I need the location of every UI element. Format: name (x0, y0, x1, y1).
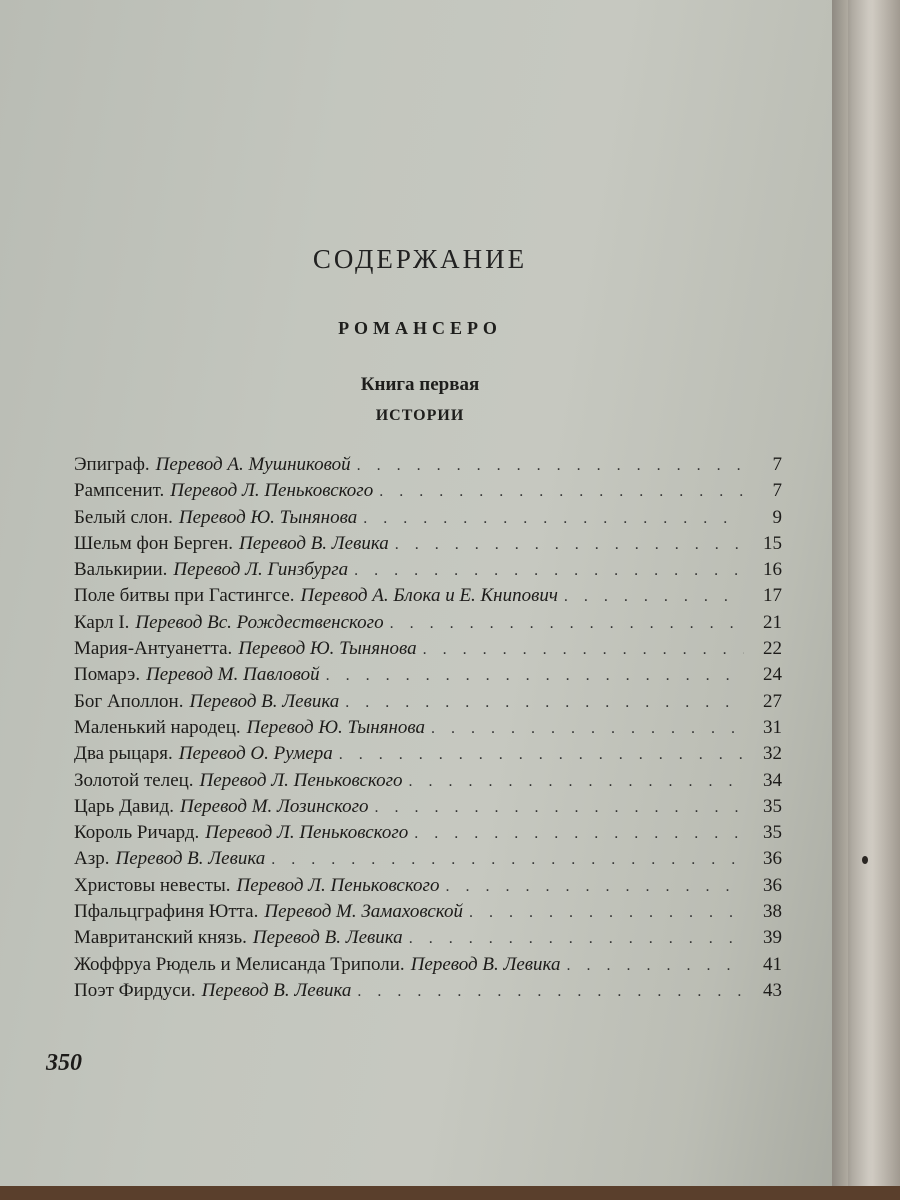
toc-entry-translator: Перевод Л. Гинзбурга (173, 559, 349, 581)
toc-entry-translator: Перевод О. Румера (178, 743, 333, 765)
toc-entry-title: Шельм фон Берген. (74, 532, 233, 554)
toc-entry-title: Царь Давид. (74, 795, 175, 817)
toc-entry-title: Азр. (74, 848, 110, 870)
toc-entry-page: 15 (763, 532, 782, 554)
toc-entry-page: 36 (763, 874, 782, 896)
toc-entry-page: 34 (763, 769, 782, 791)
toc-entry-title: Мавританский князь. (74, 927, 247, 949)
toc-entry-translator: Перевод М. Замаховской (264, 901, 463, 923)
toc-entry-translator: Перевод В. Левика (201, 979, 352, 1001)
page-edge-shade (848, 0, 900, 1200)
leader-dots (379, 483, 744, 501)
leader-dots (339, 746, 744, 764)
toc-entry-title: Белый слон. (74, 506, 173, 528)
toc-entry-page: 7 (772, 480, 782, 502)
toc-entry-title: Два рыцаря. (74, 743, 173, 765)
toc-entry-page: 22 (763, 638, 782, 660)
toc-entry-translator: Перевод Вс. Рождественского (135, 611, 384, 633)
toc-entry-page: 41 (763, 953, 782, 975)
toc-entry-page: 31 (763, 716, 782, 738)
toc-entry-translator: Перевод Л. Пеньковского (205, 822, 409, 844)
toc-entry (74, 901, 782, 927)
leader-dots (564, 588, 744, 606)
toc-entry-translator: Перевод Л. Пеньковского (170, 480, 374, 502)
toc-entry-page: 9 (772, 506, 782, 528)
leader-dots (326, 667, 744, 685)
toc-entry (74, 954, 782, 980)
toc-entry (74, 743, 782, 769)
toc-entry-title: Маленький народец. (74, 716, 241, 738)
leader-dots (409, 930, 744, 948)
toc-entry-page: 43 (763, 979, 782, 1001)
toc-entry (74, 533, 782, 559)
leader-dots (363, 510, 744, 528)
toc-entry-title: Пфальцграфиня Ютта. (74, 901, 259, 923)
toc-entry-page: 38 (763, 901, 782, 923)
toc-entry-title: Мария-Антуанетта. (74, 638, 233, 660)
toc-entry (74, 691, 782, 717)
leader-dots (409, 773, 744, 791)
toc-entry (74, 927, 782, 953)
toc-entry-page: 36 (763, 848, 782, 870)
toc-entry (74, 454, 782, 480)
toc-entry-page: 7 (772, 454, 782, 475)
toc-entry-title: Рампсенит. (74, 480, 165, 502)
section-heading: РОМАНСЕРО (338, 318, 502, 338)
toc-entry (74, 770, 782, 796)
toc-entry (74, 638, 782, 664)
toc-entry-title: Помарэ. (74, 664, 141, 686)
leader-dots (375, 799, 744, 817)
book-heading: Книга первая (360, 374, 480, 395)
toc-entry-title: Валькирии. (74, 559, 168, 581)
toc-entry (74, 664, 782, 690)
toc-entry-translator: Перевод А. Блока и Е. Книпович (300, 585, 558, 607)
toc-entry-translator: Перевод В. Левика (252, 927, 403, 949)
toc-entry (74, 980, 782, 1006)
toc-entry-title: Эпиграф. (74, 454, 150, 475)
page-title: СОДЕРЖАНИЕ (312, 244, 528, 274)
toc-entry-page: 24 (763, 664, 782, 686)
toc-entry-page: 39 (763, 927, 782, 949)
part-heading: ИСТОРИИ (375, 407, 465, 424)
toc-entry-page: 35 (763, 795, 782, 817)
leader-dots (445, 878, 744, 896)
toc-entry-translator: Перевод Ю. Тынянова (178, 506, 358, 528)
toc-entry (74, 480, 782, 506)
toc-entry-title: Поле битвы при Гастингсе. (74, 585, 295, 607)
leader-dots (390, 615, 744, 633)
leader-dots (345, 694, 744, 712)
toc-entry-title: Бог Аполлон. (74, 690, 184, 712)
toc-entry-translator: Перевод Ю. Тынянова (246, 716, 425, 738)
toc-entry-translator: Перевод М. Павловой (146, 664, 320, 686)
toc-entry-title: Жоффруа Рюдель и Мелисанда Триполи. (74, 953, 405, 975)
toc-entry-title: Карл I. (74, 611, 130, 633)
toc-entry-page: 35 (763, 822, 782, 844)
leader-dots (414, 825, 744, 843)
toc-entry-translator: Перевод В. Левика (115, 848, 266, 870)
toc-entry (74, 717, 782, 743)
toc-entry (74, 559, 782, 585)
toc-entry-page: 16 (763, 559, 782, 581)
book-cover-edge (0, 1186, 900, 1200)
toc-entry-title: Поэт Фирдуси. (74, 979, 196, 1001)
ink-speck (862, 856, 868, 864)
toc-entry-translator: Перевод В. Левика (410, 953, 561, 975)
leader-dots (566, 957, 744, 975)
leader-dots (354, 562, 744, 580)
toc-entry-translator: Перевод Л. Пеньковского (236, 874, 440, 896)
toc-entry-title: Король Ричард. (74, 822, 200, 844)
toc-entry (74, 585, 782, 611)
toc-entry (74, 848, 782, 874)
leader-dots (357, 983, 744, 1001)
toc-entry-page: 21 (763, 611, 782, 633)
leader-dots (271, 851, 744, 869)
toc-entry (74, 612, 782, 638)
leader-dots (431, 720, 744, 738)
page-number: 350 (46, 1050, 82, 1076)
leader-dots (395, 536, 744, 554)
toc-entry-page: 27 (763, 690, 782, 712)
toc-entry-translator: Перевод В. Левика (239, 532, 389, 554)
toc-entry-translator: Перевод Л. Пеньковского (199, 769, 403, 791)
toc-entry-translator: Перевод А. Мушниковой (155, 454, 351, 475)
leader-dots (423, 641, 744, 659)
toc-entry (74, 507, 782, 533)
leader-dots (469, 904, 744, 922)
toc-entry-title: Христовы невесты. (74, 874, 231, 896)
toc-entry-translator: Перевод М. Лозинского (180, 795, 369, 817)
toc-entry (74, 822, 782, 848)
toc-entry-page: 17 (763, 585, 782, 607)
leader-dots (357, 457, 744, 475)
toc-entry-page: 32 (763, 743, 782, 765)
toc-entry (74, 796, 782, 822)
toc-entry-translator: Перевод В. Левика (189, 690, 340, 712)
toc-entry-translator: Перевод Ю. Тынянова (238, 638, 417, 660)
toc-entry-title: Золотой телец. (74, 769, 194, 791)
table-of-contents (74, 454, 782, 1006)
toc-entry (74, 875, 782, 901)
